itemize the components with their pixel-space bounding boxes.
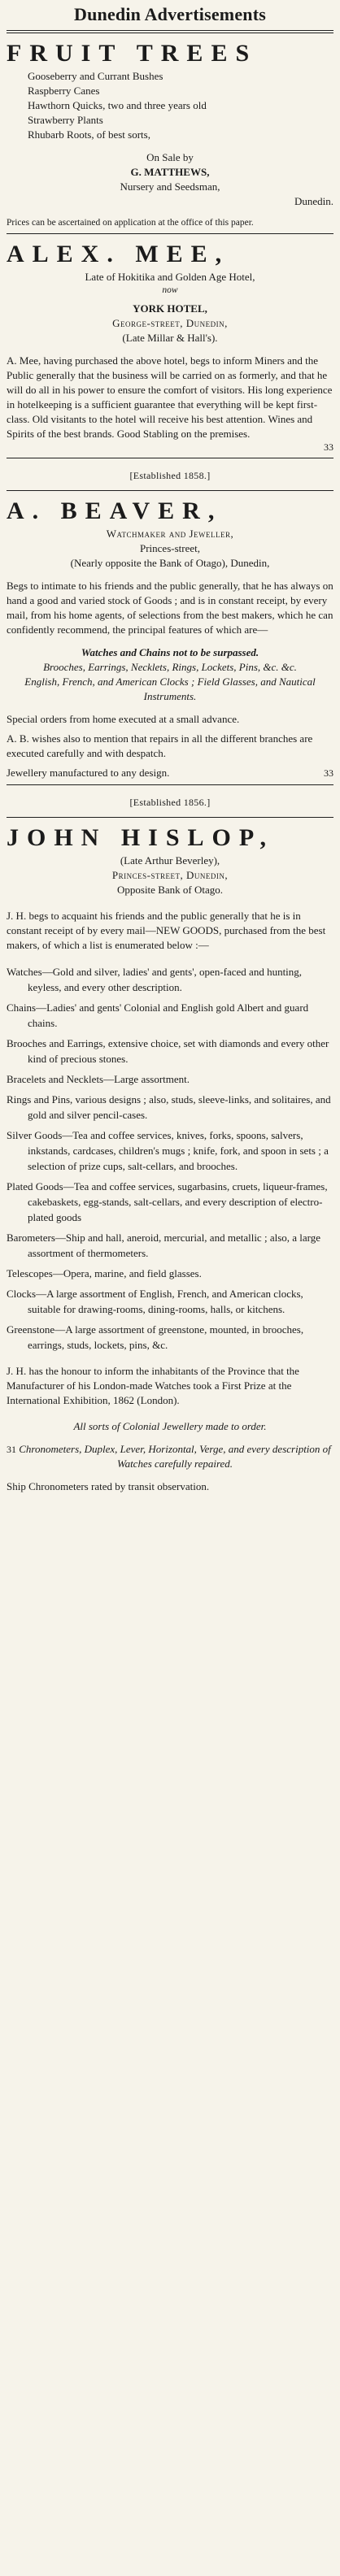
ad-brooches: Brooches, Earrings, Necklets, Rings, Lockets, Pins, &c. &c. — [43, 661, 297, 673]
goods-item: Plated Goods—Tea and coffee services, sugarbasins, cruets, liqueur-frames, cakebaskets, egg-stands, salt-cellars, and every description of electro-plated goods — [7, 1180, 328, 1223]
ad-line: Strawberry Plants — [28, 114, 103, 126]
goods-item: Telescopes—Opera, marine, and field glasses. — [7, 1267, 202, 1279]
established-label: [Established 1856.] — [129, 797, 211, 808]
ad-street: George-street, Dunedin, — [112, 317, 228, 329]
ad-line: Raspberry Canes — [28, 85, 100, 97]
ad-onsale: On Sale by — [146, 151, 194, 163]
goods-item: Silver Goods—Tea and coffee services, knives, forks, spoons, salvers, inkstands, cardcases, children's mugs ; knife, fork, and spoon in sets ; a selection of prize cups, salt-cellars, and brooches. — [7, 1129, 329, 1172]
ad-place: Dunedin. — [294, 195, 333, 207]
ad-manufactured: Jewellery manufactured to any design. — [7, 767, 170, 779]
goods-item: Greenstone—A large assortment of greenstone, mounted, in brooches, earrings, studs, lockets, pins, &c. — [7, 1323, 304, 1351]
page — [7, 0, 333, 1494]
goods-item: Brooches and Earrings, extensive choice, set with diamonds and every other kind of precious stones. — [7, 1037, 329, 1065]
ad-hislop — [7, 797, 333, 1494]
ad-footnote: Prices can be ascertained on application at the office of this paper. — [7, 218, 254, 228]
ad-trade: Nursery and Seedsman, — [120, 180, 220, 193]
goods-item: Clocks—A large assortment of English, French, and American clocks, suitable for drawing-rooms, dining-rooms, halls, or kitchens. — [7, 1288, 303, 1315]
goods-list — [7, 964, 333, 1353]
ad-opposite: Opposite Bank of Otago. — [117, 884, 223, 896]
ad-chrono-row — [7, 1442, 333, 1471]
established-label: [Established 1858.] — [129, 470, 211, 481]
ad-body: A. Mee, having purchased the above hotel, begs to inform Miners and the Public generally that the business will be carried on as formerly, and that he will do all in his power to ensure the comfort of visitors. His long experience in hotelkeeping is a sufficient guarantee that everything will be kept first-class. Old visitants to the hotel will receive his best attention. Wines and Spirits of the best brands. Good Stabling on the premises. — [7, 354, 333, 440]
ad-watches: Watches and Chains not to be surpassed. — [81, 646, 259, 658]
ad-title: A. BEAVER, — [7, 497, 223, 524]
ad-number: 31 — [7, 1444, 16, 1455]
ad-street: Princes-street, Dunedin, — [111, 869, 229, 881]
ad-number-row — [7, 441, 333, 454]
divider — [7, 817, 333, 818]
goods-item: Bracelets and Necklets—Large assortment. — [7, 1073, 190, 1085]
ad-title: JOHN HISLOP, — [7, 824, 274, 851]
ad-chrono: Chronometers, Duplex, Lever, Horizontal, Verge, and every description of Watches carefully repaired. — [19, 1443, 331, 1470]
ad-wishes: A. B. wishes also to mention that repairs in all the different branches are executed carefully and with despatch. — [7, 732, 313, 759]
ad-colonial: All sorts of Colonial Jewellery made to order. — [73, 1420, 267, 1432]
ad-beaver — [7, 470, 333, 780]
header-title: Dunedin Advertisements — [73, 4, 267, 24]
divider — [7, 490, 333, 491]
ad-title: FRUIT TREES — [7, 40, 258, 67]
ad-body: Begs to intimate to his friends and the public generally, that he has always on hand a good and varied stock of Goods ; and is in constant receipt, by every mail, from his home agents, of selections from the best makers, which he can confidently recommend, the principal features of which are— — [7, 580, 333, 636]
ad-now: now — [162, 285, 178, 295]
ad-subtitle: Late of Hokitika and Golden Age Hotel, — [85, 271, 255, 283]
ad-number: 33 — [324, 441, 333, 453]
ad-late: (Late Millar & Hall's). — [122, 332, 218, 344]
ad-line: Rhubarb Roots, of best sorts, — [28, 128, 150, 141]
ad-honour: J. H. has the honour to inform the inhabitants of the Province that the Manufacturer of his London-made Watches took a First Prize at the International Exhibition, 1862 (London). — [7, 1365, 299, 1406]
ad-opposite: (Nearly opposite the Bank of Otago), Dunedin, — [70, 557, 270, 569]
ad-intro: J. H. begs to acquaint his friends and the public generally that he is in constant receipt of by every mail—NEW GOODS, purchased from the best makers, of which a list is enumerated below :— — [7, 910, 326, 951]
ad-ship: Ship Chronometers rated by transit observation. — [7, 1480, 210, 1492]
divider — [7, 30, 333, 33]
ad-trade: Watchmaker and Jeweller, — [106, 528, 234, 540]
page-header — [7, 3, 333, 26]
ad-street: Princes-street, — [139, 542, 200, 554]
ad-line: Hawthorn Quicks, two and three years old — [28, 99, 207, 111]
ad-name: G. MATTHEWS, — [130, 166, 210, 178]
divider — [7, 233, 333, 234]
goods-item: Rings and Pins, various designs ; also, studs, sleeve-links, and solitaires, and gold and silver pencil-cases. — [7, 1093, 331, 1121]
goods-item: Barometers—Ship and hall, aneroid, mercurial, and metallic ; also, a large assortment of thermometers. — [7, 1232, 321, 1259]
ad-manufactured-row — [7, 766, 333, 780]
goods-item: Watches—Gold and silver, ladies' and gents', open-faced and hunting, keyless, and every other description. — [7, 966, 303, 993]
ad-title: ALEX. MEE, — [7, 241, 230, 267]
ad-hotel: YORK HOTEL, — [133, 302, 207, 315]
divider — [7, 784, 333, 785]
ad-line: Gooseberry and Currant Bushes — [28, 70, 163, 82]
ad-clocks: English, French, and American Clocks ; Field Glasses, and Nautical Instruments. — [24, 675, 316, 702]
goods-item: Chains—Ladies' and gents' Colonial and English gold Albert and guard chains. — [7, 1001, 309, 1029]
ad-late: (Late Arthur Beverley), — [120, 854, 220, 867]
ad-special: Special orders from home executed at a small advance. — [7, 713, 240, 725]
ad-alex-mee — [7, 241, 333, 454]
ad-fruit-trees — [7, 40, 333, 229]
ad-number: 33 — [324, 767, 333, 779]
